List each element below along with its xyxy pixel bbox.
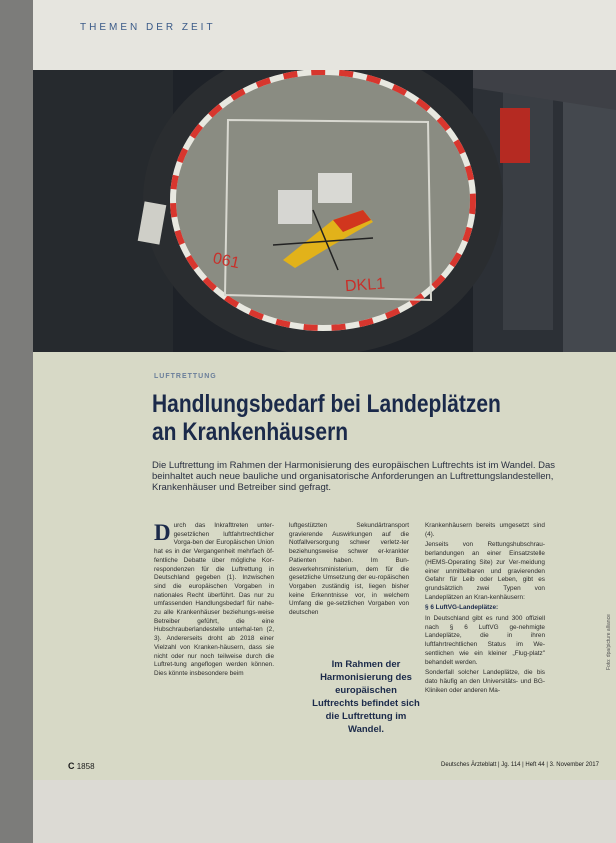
drop-cap: D [154,520,171,545]
column-3-para-4: Sonderfall solcher Landeplätze, die bis dato häufig an den Universitäts- und BG-Kliniken oder anderen Ma- [425,669,545,694]
column-3-para-2: Jenseits von Rettungshubschrau-berlandungen an einer Einsatzstelle (HEMS-Operating Site) zur Ver-meidung einer unmittelbaren und gravierenden Gefahr für Leib oder Leben, gibt es grundsätzlich zwei Typen von Landeplätzen an Kran-kenhäusern: [425,541,545,601]
photo-credit: Foto: dpa/picture alliance [606,614,612,670]
page-number-value: 1858 [76,762,95,771]
column-3-para-1: Krankenhäusern bereits umgesetzt sind (4). [425,522,545,538]
column-1-text: urch das Inkrafttreten unter-gesetzlichen luftfahrtrechtlicher Vorga-ben der Europäischen Union hat es in der Vergangenheit mehrfach öf-fentliche Debatte über mögliche Kor-respondenzen für die Luftrettung in Deutschland gegeben (1). Inzwischen sind die europäischen Vorgaben in nationales Recht überführt. Das nur zu umfassenden Handlungsbedarf für nahe-zu alle Krankenhäuser beziehungs-weise Betreiber geführt, die eine Hubschrauberlandestelle unterhal-ten (2, 3). Andererseits droht ab 2018 einer Vielzahl von Kranken-häusern, dass sie nicht oder nur noch teilweise durch die Luftret-tung angeflogen werden können. Dies könnte insbesondere beim [154,522,274,677]
column-2-text: luftgestützten Sekundärtransport gravierende Auswirkungen auf die Notfallversorgung schwer verletz-ter beziehungsweise schwer er-krankter Patienten haben. Im Bun-desverkehrsministerium, dem für die gesetzliche Umsetzung der eu-ropäischen Vorgaben zuständig ist, liegen bisher keine Erkenntnisse vor, in welchem Umfang die ge-setzlichen Vorgaben von deutschen [289,522,409,617]
headline-line-1: Handlungsbedarf bei Landeplätzen [152,390,501,418]
article-kicker: LUFTRETTUNG [154,373,217,380]
article-column-3 [425,522,545,697]
page-number [68,761,95,771]
column-3-para-3: In Deutschland gibt es rund 300 offiziell nach § 6 LuftVG ge-nehmigte Landeplätze, die in ihren luftfahrtrechtlichen Status im We-sentlichen wie ein kleiner „Flug-platz" behandelt werden. [425,615,545,666]
headline-line-2: an Krankenhäusern [152,418,349,446]
pull-quote: Im Rahmen der Harmonisierung des europäischen Luftrechts befindet sich die Luftrettung im Wandel. [312,659,420,735]
article-headline [152,390,522,446]
page-prefix: C [68,761,75,771]
helipad-marking-061: 061 [211,250,242,273]
article-intro: Die Luftrettung im Rahmen der Harmonisierung des europäischen Luftrechts ist im Wandel. Das beinhaltet auch neue bauliche und organisatorische Anforderungen an Luftrettungslandestellen, Krankenhäuser und Betreiber sind gefragt. [152,460,556,493]
helipad-marking-dkl1: DKL1 [344,275,386,296]
journal-footer: Deutsches Ärzteblatt | Jg. 114 | Heft 44 | 3. November 2017 [441,762,599,768]
helipad-photo [33,70,616,352]
article-column-2 [289,522,409,620]
magazine-page [33,0,616,843]
section-label: THEMEN DER ZEIT [80,22,216,33]
page-bottom-margin [33,780,616,843]
column-3-subheading: § 6 LuftVG-Landeplätze: [425,604,499,612]
article-column-1 [154,522,274,681]
